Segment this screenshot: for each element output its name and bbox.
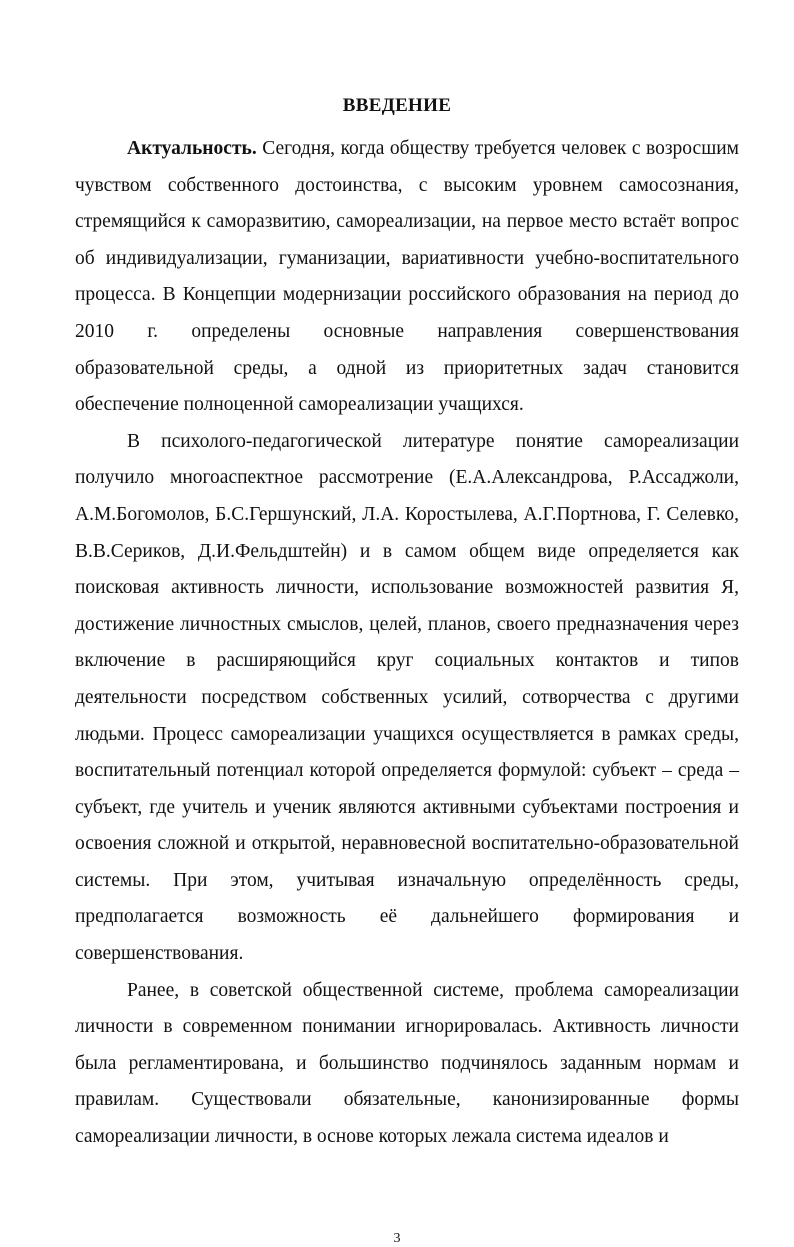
paragraph-text: В психолого-педагогической литературе понятие самореализации получило многоаспектное рассмотрение (Е.А.Александрова, Р.Ассаджоли, А.М.Богомолов, Б.С.Гершунский, Л.А. Коростылева, А.Г.Портнова, Г. Селевко, В.В.Сериков, Д.И.Фельдштейн) и в самом общем виде определяется как поисковая активность личности, использование возможностей развития Я, достижение личностных смыслов, целей, планов, своего предназначения через включение в расширяющийся круг социальных контактов и типов деятельности посредством собственных усилий, сотворчества с другими людьми. Процесс самореализации учащихся осуществляется в рамках среды, воспитательный потенциал которой определяется формулой: субъект – среда – субъект, где учитель и ученик являются активными субъектами построения и освоения сложной и открытой, неравновесной воспитательно-образовательной системы. При этом, учитывая изначальную определённость среды, предполагается возможность её дальнейшего формирования и совершенствования. [75,430,739,965]
paragraph-soviet [75,973,739,1156]
page-number: 3 [393,1231,401,1246]
section-title: ВВЕДЕНИЕ [342,95,452,116]
paragraph-relevance [75,131,739,424]
paragraph-literature [75,424,739,973]
paragraph-text: Ранее, в советской общественной системе, проблема самореализации личности в современном понимании игнорировалась. Активность личности была регламентирована, и большинство подчинялось заданным нормам и правилам. Существовали обязательные, канонизированные формы самореализации личности, в основе которых лежала система идеалов и [75,979,739,1148]
paragraph-text: Сегодня, когда обществу требуется человек с возросшим чувством собственного достоинства, с высоким уровнем самосознания, стремящийся к саморазвитию, самореализации, на первое место встаёт вопрос об индивидуализации, гуманизации, вариативности учебно-воспитательного процесса. В Концепции модернизации российского образования на период до 2010 г. определены основные направления совершенствования образовательной среды, а одной из приоритетных задач становится обеспечение полноценной самореализации учащихся. [75,138,739,416]
paragraph-lead: Актуальность. [127,138,257,159]
body-text [75,131,739,1156]
